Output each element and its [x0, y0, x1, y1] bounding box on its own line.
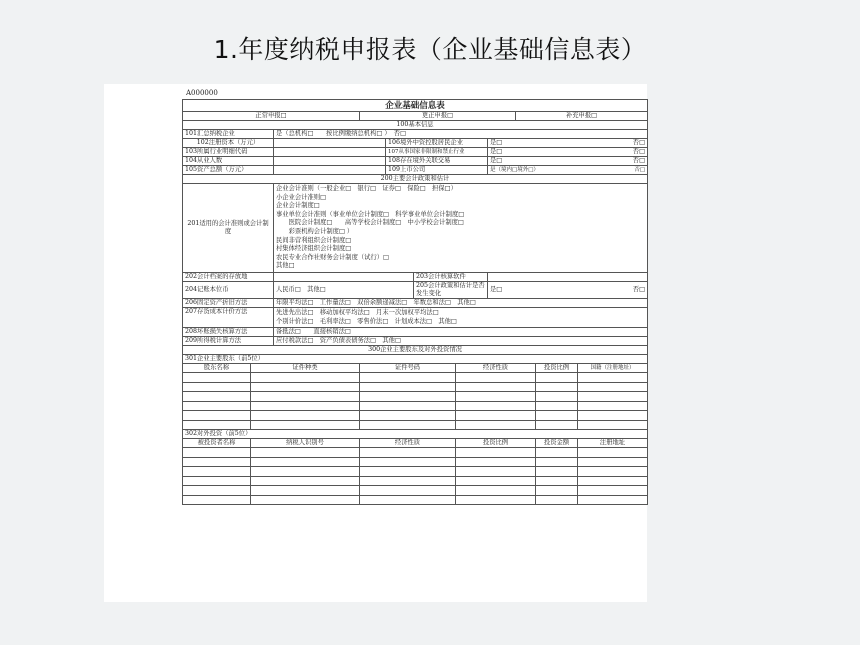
row-206-label: 206固定资产折旧方法 [183, 298, 274, 307]
form-image [104, 84, 647, 602]
row-205-value[interactable] [488, 281, 648, 298]
col-header: 经济性质 [360, 439, 456, 448]
table-row[interactable] [183, 448, 648, 458]
col-header: 注册地址 [578, 439, 648, 448]
row-109-no[interactable]: 否□ [634, 167, 646, 173]
row-108-value[interactable] [488, 157, 648, 166]
row-208-label: 208坏账损失核算方法 [183, 328, 274, 337]
row-103-label: 103所属行业明细代码 [183, 148, 274, 157]
table-row[interactable] [183, 382, 648, 392]
row-201-label: 201适用的会计准则或会计制度 [183, 184, 274, 273]
row-109-label: 109上市公司 [386, 166, 488, 175]
row-105-value[interactable] [274, 166, 386, 175]
accounting-standard-option[interactable]: 企业会计制度□ [276, 202, 320, 210]
inventory-method-line[interactable]: 先进先出法□ 移动加权平均法□ 月末一次加权平均法□ [276, 308, 439, 316]
table-row[interactable] [183, 420, 648, 430]
col-header: 纳税人识别号 [251, 439, 360, 448]
table-row[interactable] [183, 486, 648, 496]
row-102-label: 102注册资本（万元） [183, 139, 274, 148]
accounting-standard-option[interactable]: 民间非营利组织会计制度□ [276, 236, 352, 244]
table-row[interactable] [183, 457, 648, 467]
accounting-standard-option[interactable]: 村集体经济组织会计制度□ [276, 245, 352, 253]
table-row[interactable] [183, 373, 648, 383]
row-207-label: 207存货成本计价方法 [183, 307, 274, 327]
row-205-no[interactable]: 否□ [632, 285, 646, 293]
row-201-options[interactable] [274, 184, 648, 273]
row-107-value[interactable] [488, 148, 648, 157]
col-header: 证件种类 [251, 364, 360, 373]
row-109-value[interactable] [488, 166, 648, 175]
row-101-label: 101汇总纳税企业 [183, 130, 274, 139]
table-row[interactable] [183, 495, 648, 505]
row-107-yes[interactable]: 是□ [490, 148, 503, 155]
row-203-value[interactable] [488, 272, 648, 281]
table-row[interactable] [183, 392, 648, 402]
row-107-label: 107从事国家非限制和禁止行业 [386, 148, 488, 157]
row-104-label: 104从业人数 [183, 157, 274, 166]
col-header: 投资比例 [536, 364, 578, 373]
normal-report-option[interactable]: 正常申报□ [183, 112, 360, 121]
row-204-value[interactable]: 人民币□ 其他□ [274, 281, 414, 298]
slide-title: 1.年度纳税申报表（企业基础信息表） [213, 35, 647, 64]
col-header: 投资金额 [536, 439, 578, 448]
row-108-no[interactable]: 否□ [632, 157, 646, 164]
row-106-label: 106境外中资控股居民企业 [386, 139, 488, 148]
row-208-value[interactable]: 备抵法□ 直接核销法□ [274, 328, 648, 337]
col-header: 被投资者名称 [183, 439, 251, 448]
accounting-standard-option[interactable]: 企业会计准则（一般企业□ 银行□ 证券□ 保险□ 担保□） [276, 185, 457, 192]
basic-info-form [182, 99, 648, 505]
table-row[interactable] [183, 476, 648, 486]
row-106-no[interactable]: 否□ [632, 139, 646, 146]
row-209-value[interactable]: 应付税款法□ 资产负债表债务法□ 其他□ [274, 337, 648, 346]
form-code: A000000 [186, 89, 218, 97]
supplement-report-option[interactable]: 补充申报□ [516, 112, 648, 121]
col-header: 股东名称 [183, 364, 251, 373]
row-105-label: 105资产总额（万元） [183, 166, 274, 175]
col-header: 经济性质 [456, 364, 536, 373]
row-206-value[interactable]: 年限平均法□ 工作量法□ 双倍余额递减法□ 年数总和法□ 其他□ [274, 298, 648, 307]
row-209-label: 209所得税计算方法 [183, 337, 274, 346]
table-row[interactable] [183, 401, 648, 411]
row-108-yes[interactable]: 是□ [490, 157, 503, 164]
row-202-value[interactable] [274, 272, 414, 281]
row-108-label: 108存在境外关联交易 [386, 157, 488, 166]
row-204-label: 204记账本位币 [183, 281, 274, 298]
form-title: 企业基础信息表 [183, 100, 648, 112]
row-107-no[interactable]: 否□ [632, 148, 646, 155]
row-203-label: 203会计核算软件 [414, 272, 488, 281]
section-300-heading: 300企业主要股东及对外投资情况 [183, 346, 648, 355]
row-106-yes[interactable]: 是□ [490, 139, 503, 146]
row-101-value[interactable]: 是（总机构□ 按比例缴纳总机构□ ） 否□ [274, 130, 648, 139]
accounting-standard-option[interactable]: 其他□ [276, 262, 295, 270]
row-205-yes[interactable]: 是□ [490, 285, 503, 293]
col-header: 投资比例 [456, 439, 536, 448]
section-100-heading: 100基本信息 [183, 121, 648, 130]
col-header: 证件号码 [360, 364, 456, 373]
accounting-standard-option[interactable]: 彩票机构会计制度□ ） [276, 227, 354, 235]
section-200-heading: 200主要会计政策和估计 [183, 175, 648, 184]
correction-report-option[interactable]: 更正申报□ [360, 112, 516, 121]
row-205-label: 205会计政策和估计是否发生变化 [414, 281, 488, 298]
inventory-method-line[interactable]: 个别计价法□ 毛利率法□ 零售价法□ 计划成本法□ 其他□ [276, 317, 457, 325]
accounting-standard-option[interactable]: 事业单位会计准则（事业单位会计制度□ 科学事业单位会计制度□ [276, 210, 465, 218]
row-102-value[interactable] [274, 139, 386, 148]
accounting-standard-option[interactable]: 医院会计制度□ 高等学校会计制度□ 中小学校会计制度□ [276, 219, 464, 227]
col-header: 国籍（注册地址） [578, 364, 648, 373]
row-109-yes[interactable]: 是（境内□境外□） [490, 167, 539, 173]
row-301-label: 301企业主要股东（前5位） [183, 355, 648, 364]
row-103-value[interactable] [274, 148, 386, 157]
row-202-label: 202会计档案的存放地 [183, 272, 274, 281]
table-row[interactable] [183, 411, 648, 421]
row-302-label: 302对外投资（前5位） [183, 430, 648, 439]
accounting-standard-option[interactable]: 农民专业合作社财务会计制度（试行）□ [276, 253, 389, 261]
accounting-standard-option[interactable]: 小企业会计准则□ [276, 193, 327, 201]
table-row[interactable] [183, 467, 648, 477]
row-104-value[interactable] [274, 157, 386, 166]
row-207-value[interactable] [274, 307, 648, 327]
row-106-value[interactable] [488, 139, 648, 148]
